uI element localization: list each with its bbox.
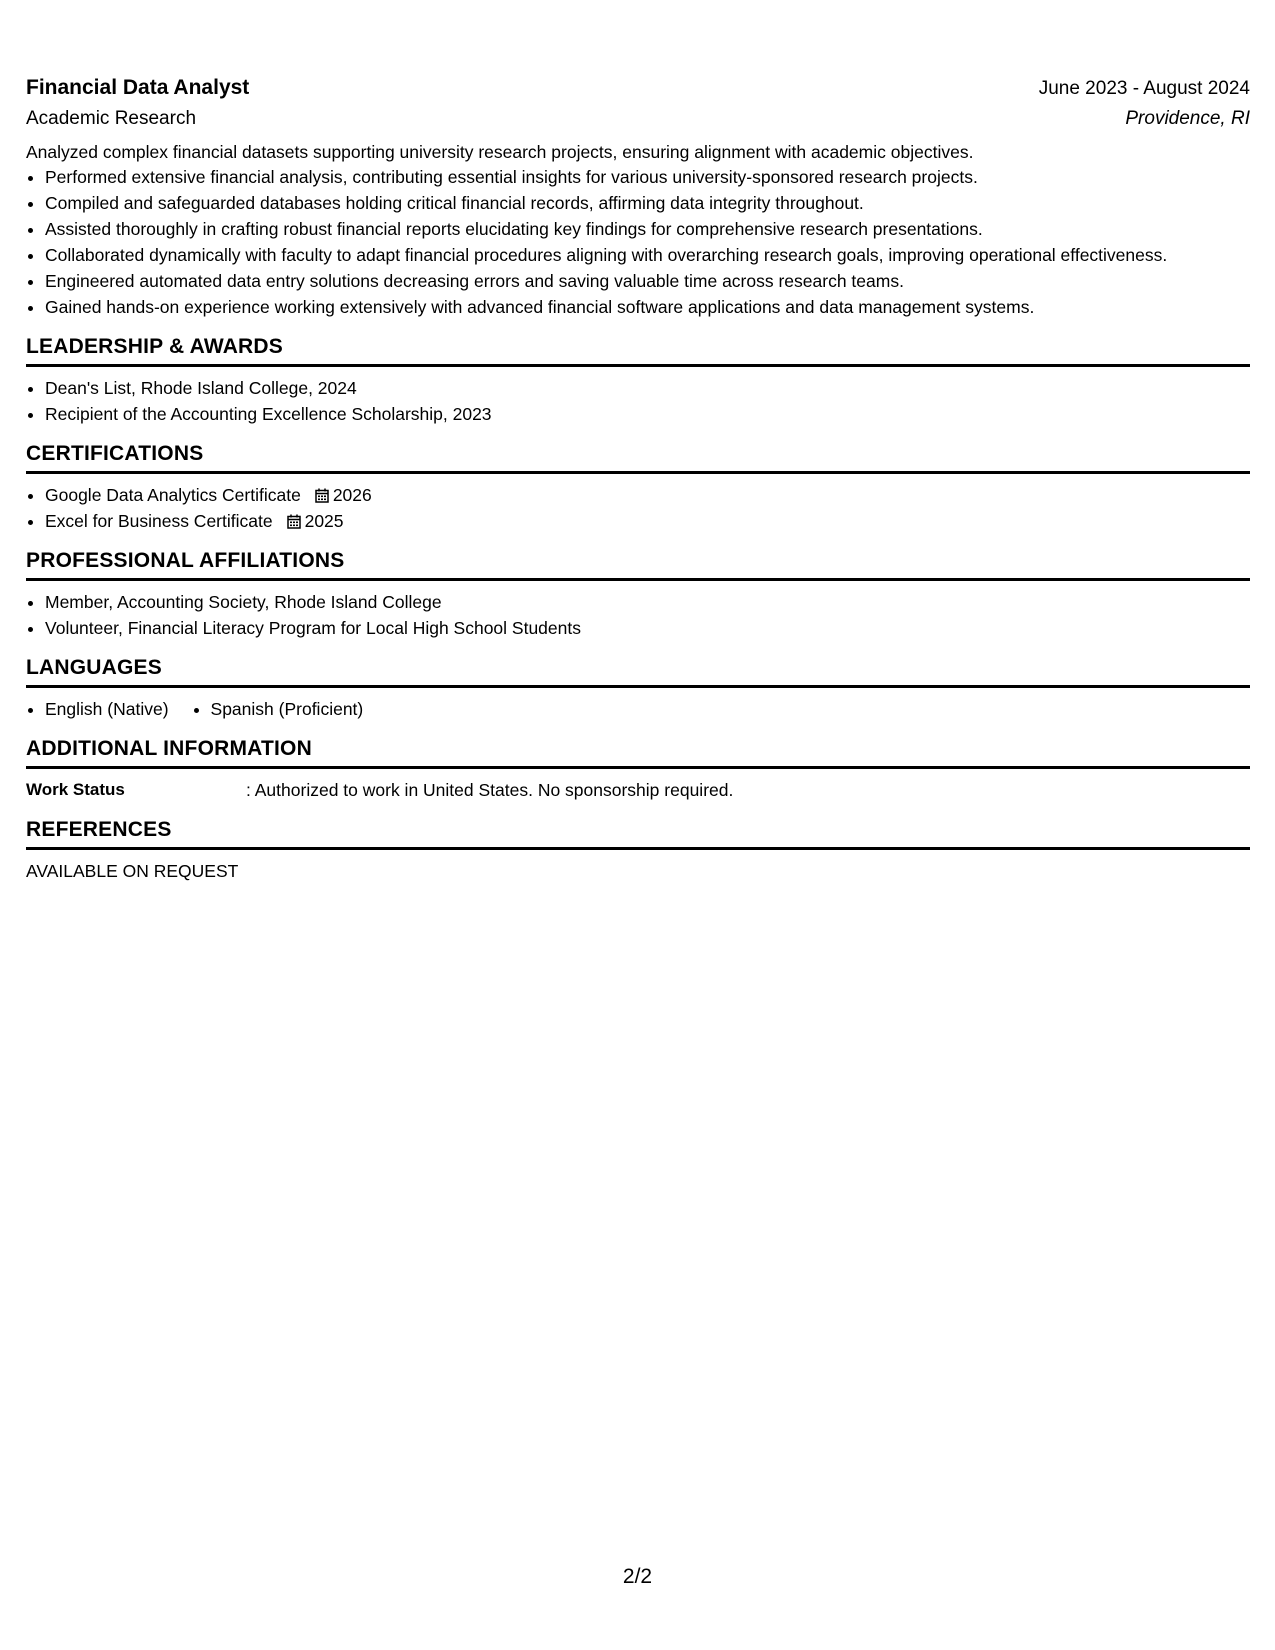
work-status-label: Work Status bbox=[26, 780, 125, 799]
list-item: • Performed extensive financial analysis, contributing essential insights for various university-sponsored research projects. bbox=[45, 165, 1250, 189]
job-header bbox=[26, 76, 1250, 100]
calendar-icon bbox=[315, 488, 329, 503]
work-status-row bbox=[26, 778, 1250, 802]
list-item: • Assisted thoroughly in crafting robust financial reports elucidating key findings for comprehensive research presentations. bbox=[45, 217, 1250, 241]
job-subheader bbox=[26, 108, 1250, 130]
list-item: • Engineered automated data entry solutions decreasing errors and saving valuable time across research teams. bbox=[45, 269, 1250, 293]
additional-section bbox=[26, 737, 1250, 802]
languages-section bbox=[26, 656, 1250, 721]
job-bullets bbox=[26, 165, 1250, 319]
section-title: LANGUAGES bbox=[26, 656, 1250, 688]
list-item: • Recipient of the Accounting Excellence Scholarship, 2023 bbox=[45, 402, 1250, 426]
list-item: • Compiled and safeguarded databases holding critical financial records, affirming data integrity throughout. bbox=[45, 191, 1250, 215]
certifications-list bbox=[26, 483, 1250, 533]
affiliations-section bbox=[26, 549, 1250, 640]
cert-year: 2026 bbox=[332, 485, 372, 505]
certifications-section bbox=[26, 442, 1250, 533]
affiliations-list bbox=[26, 590, 1250, 640]
list-item: • Gained hands-on experience working extensively with advanced financial software applications and data management systems. bbox=[45, 295, 1250, 319]
calendar-icon bbox=[287, 514, 301, 529]
job-dates: June 2023 - August 2024 bbox=[1038, 78, 1250, 99]
job-location: Providence, RI bbox=[1125, 108, 1250, 129]
list-item bbox=[45, 509, 1250, 533]
section-title: ADDITIONAL INFORMATION bbox=[26, 737, 1250, 769]
page-number: 2/2 bbox=[622, 1565, 653, 1588]
list-item bbox=[45, 483, 1250, 507]
job-title: Financial Data Analyst bbox=[26, 76, 250, 99]
job-organization: Academic Research bbox=[26, 108, 197, 129]
section-title: CERTIFICATIONS bbox=[26, 442, 1250, 474]
references-text: AVAILABLE ON REQUEST bbox=[26, 861, 239, 881]
cert-name: • Excel for Business Certificate bbox=[45, 511, 273, 531]
section-title: LEADERSHIP & AWARDS bbox=[26, 335, 1250, 367]
list-item: • English (Native) bbox=[45, 697, 169, 721]
list-item: • Member, Accounting Society, Rhode Island College bbox=[45, 590, 1250, 614]
leadership-section bbox=[26, 335, 1250, 426]
job-summary: Analyzed complex financial datasets supporting university research projects, ensuring alignment with academic objectives. bbox=[26, 142, 974, 162]
list-item: • Collaborated dynamically with faculty to adapt financial procedures aligning with overarching research goals, improving operational effectiveness. bbox=[45, 243, 1250, 267]
list-item: • Spanish (Proficient) bbox=[211, 697, 364, 721]
languages-list bbox=[26, 697, 1250, 721]
section-title: REFERENCES bbox=[26, 818, 1250, 850]
references-section bbox=[26, 818, 1250, 883]
list-item: • Dean's List, Rhode Island College, 2024 bbox=[45, 376, 1250, 400]
cert-row bbox=[45, 509, 344, 533]
job-entry bbox=[26, 76, 1250, 319]
resume-page bbox=[26, 76, 1250, 883]
section-title: PROFESSIONAL AFFILIATIONS bbox=[26, 549, 1250, 581]
work-status-value: : Authorized to work in United States. No sponsorship required. bbox=[246, 780, 734, 800]
cert-year: 2025 bbox=[304, 511, 344, 531]
cert-name: • Google Data Analytics Certificate bbox=[45, 485, 301, 505]
list-item: • Volunteer, Financial Literacy Program for Local High School Students bbox=[45, 616, 1250, 640]
leadership-list bbox=[26, 376, 1250, 426]
cert-row bbox=[45, 483, 372, 507]
